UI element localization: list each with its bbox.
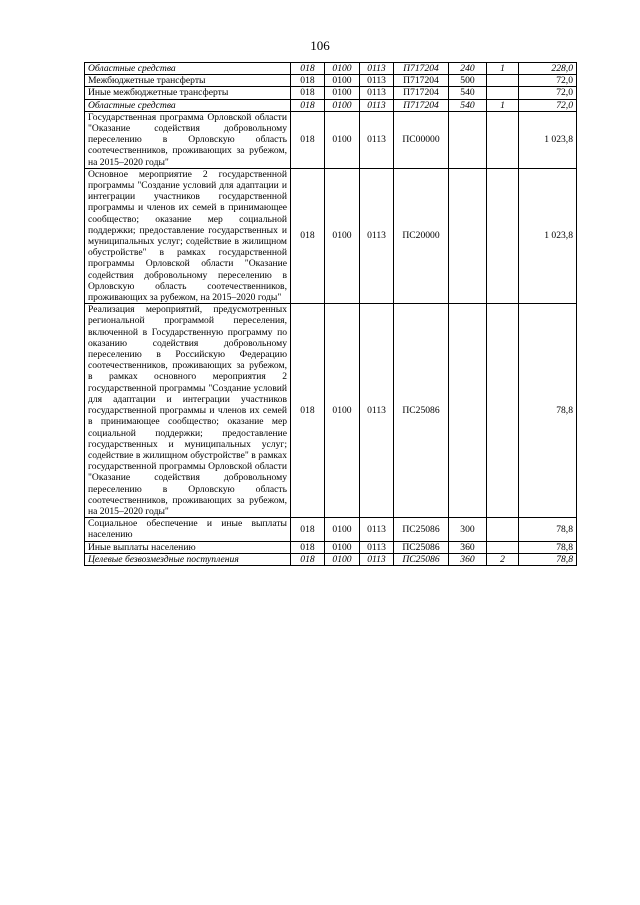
cell-section: 0100 [325,87,360,99]
cell-source [487,304,519,518]
cell-amount: 1 023,8 [519,111,577,168]
cell-target-article: П717204 [394,63,449,75]
cell-subsection: 0113 [360,87,394,99]
cell-expense-type: 500 [449,75,487,87]
row-name: Иные межбюджетные трансферты [85,87,291,99]
row-name: Целевые безвозмездные поступления [85,553,291,565]
cell-section: 0100 [325,111,360,168]
cell-subsection: 0113 [360,541,394,553]
table-row [85,168,577,303]
row-name: Иные выплаты населению [85,541,291,553]
cell-subsection: 0113 [360,168,394,303]
table-row [85,553,577,565]
row-name: Социальное обеспечение и иные выплаты населению [85,518,291,541]
cell-target-article: П717204 [394,75,449,87]
cell-expense-type: 360 [449,553,487,565]
cell-source [487,541,519,553]
cell-source [487,75,519,87]
cell-amount: 72,0 [519,99,577,111]
cell-target-article: ПС25086 [394,541,449,553]
cell-subsection: 0113 [360,75,394,87]
row-name: Областные средства [85,63,291,75]
cell-source [487,518,519,541]
cell-target-article: ПС20000 [394,168,449,303]
cell-target-article: П717204 [394,87,449,99]
cell-amount: 78,8 [519,518,577,541]
cell-ministry: 018 [291,87,325,99]
cell-ministry: 018 [291,304,325,518]
cell-expense-type: 300 [449,518,487,541]
table-row [85,111,577,168]
cell-section: 0100 [325,99,360,111]
cell-subsection: 0113 [360,518,394,541]
cell-ministry: 018 [291,518,325,541]
table-row [85,87,577,99]
cell-section: 0100 [325,63,360,75]
cell-section: 0100 [325,304,360,518]
cell-target-article: П717204 [394,99,449,111]
cell-source: 2 [487,553,519,565]
cell-amount: 228,0 [519,63,577,75]
cell-amount: 78,8 [519,304,577,518]
cell-source [487,87,519,99]
cell-amount: 1 023,8 [519,168,577,303]
cell-subsection: 0113 [360,304,394,518]
table-row [85,75,577,87]
table-row [85,99,577,111]
cell-subsection: 0113 [360,111,394,168]
row-name: Областные средства [85,99,291,111]
cell-source [487,111,519,168]
row-name: Межбюджетные трансферты [85,75,291,87]
budget-table [84,62,577,566]
table-row [85,518,577,541]
table-row [85,304,577,518]
cell-ministry: 018 [291,541,325,553]
cell-expense-type: 360 [449,541,487,553]
table-row [85,63,577,75]
cell-ministry: 018 [291,168,325,303]
cell-subsection: 0113 [360,553,394,565]
cell-amount: 72,0 [519,75,577,87]
cell-section: 0100 [325,75,360,87]
cell-amount: 78,8 [519,541,577,553]
cell-expense-type [449,111,487,168]
cell-ministry: 018 [291,111,325,168]
cell-ministry: 018 [291,63,325,75]
cell-amount: 78,8 [519,553,577,565]
cell-section: 0100 [325,168,360,303]
cell-expense-type: 240 [449,63,487,75]
cell-amount: 72,0 [519,87,577,99]
row-name: Государственная программа Орловской области "Оказание содействия добровольному переселению в Орловскую область соотечественников, проживающих за рубежом, на 2015–2020 годы" [85,111,291,168]
cell-target-article: ПС25086 [394,518,449,541]
cell-target-article: ПС00000 [394,111,449,168]
cell-expense-type [449,168,487,303]
cell-source: 1 [487,63,519,75]
row-name: Основное мероприятие 2 государственной программы "Создание условий для адаптации и интеграции участников государственной программы и членов их семей в принимающее сообщество; оказание мер социальной поддержки; предоставление государственных и муниципальных услуг; содействие в жилищном обустройстве" в рамках государственной программы Орловской области "Оказание содействия добровольному переселению в Орловскую область соотечественников, проживающих за рубежом, на 2015–2020 годы" [85,168,291,303]
cell-target-article: ПС25086 [394,304,449,518]
cell-ministry: 018 [291,75,325,87]
page-number: 106 [310,38,330,53]
cell-expense-type [449,304,487,518]
cell-expense-type: 540 [449,99,487,111]
cell-ministry: 018 [291,99,325,111]
row-name: Реализация мероприятий, предусмотренных региональной программой переселения, включенной в Государственную программу по оказанию содействия добровольному переселению в Российскую Федерацию соотечественников, проживающих за рубежом, в рамках основного мероприятия 2 государственной программы "Создание условий для адаптации и интеграции участников государственной программы и членов их семей в принимающее сообщество; оказание мер социальной поддержки; предоставление государственных и муниципальных услуг; содействие в жилищном обустройстве" в рамках государственной программы Орловской области "Оказание содействия добровольному переселению в Орловскую область соотечественников, проживающих за рубежом, на 2015–2020 годы" [85,304,291,518]
cell-section: 0100 [325,541,360,553]
table-row [85,541,577,553]
cell-section: 0100 [325,518,360,541]
cell-section: 0100 [325,553,360,565]
cell-expense-type: 540 [449,87,487,99]
cell-subsection: 0113 [360,63,394,75]
cell-source [487,168,519,303]
cell-target-article: ПС25086 [394,553,449,565]
cell-subsection: 0113 [360,99,394,111]
cell-ministry: 018 [291,553,325,565]
cell-source: 1 [487,99,519,111]
